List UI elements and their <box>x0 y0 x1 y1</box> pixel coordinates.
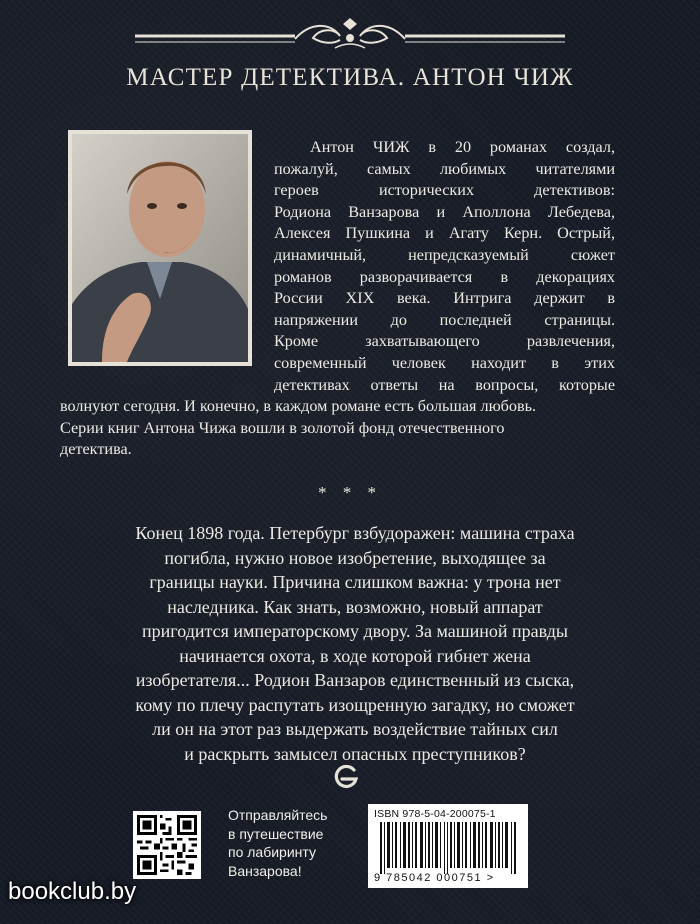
qr-code[interactable] <box>133 811 201 879</box>
isbn-label: ISBN 978-5-04-200075-1 <box>374 808 496 820</box>
bio-line: детективах ответы на вопросы, которые <box>274 375 615 394</box>
synopsis-line: пригодится императорскому двору. За машиной правды <box>142 621 568 641</box>
promo-line: в путешествие <box>228 825 324 842</box>
bio-line: Родиона Ванзарова и Аполлона Лебедева, <box>274 202 615 221</box>
bio-line: Алексея Пушкина и Агату Керн. Острый, <box>274 224 615 243</box>
bio-line: современный человек находит в этих <box>274 353 615 372</box>
synopsis-line: изобретателя... Родион Ванзаров единственный из сыска, <box>135 670 575 690</box>
watermark: bookclub.by <box>8 878 137 905</box>
bio-line: напряжении до последней страницы. <box>274 310 615 329</box>
bio-line: пожалуй, самых любимых читателями <box>274 159 615 178</box>
barcode-digits: 9 785042 000751 > <box>374 872 495 884</box>
bio-line: динамичный, непредсказуемый сюжет <box>274 245 615 264</box>
bio-line: Антон ЧИЖ в 20 романах создал, <box>310 138 615 156</box>
synopsis-line: границы науки. Причина слишком важна: у трона нет <box>149 572 561 592</box>
bio-line: Кроме захватывающего развлечения, <box>274 332 615 351</box>
synopsis-line: начинается охота, в ходе которой гибнет жена <box>179 645 531 666</box>
section-separator: * * * <box>318 483 382 502</box>
synopsis-line: кому по плечу распутать изощренную загадку, но сможет <box>135 694 575 715</box>
promo-line: по лабиринту <box>228 844 316 860</box>
series-title: МАСТЕР ДЕТЕКТИВА. АНТОН ЧИЖ <box>126 64 574 91</box>
bio-line: волнуют сегодня. И конечно, в каждом романе есть большая любовь. <box>60 397 537 416</box>
bio-line: Серии книг Антона Чижа вошли в золотой фонд отечественного <box>60 418 505 437</box>
synopsis-line: погибла, нужно новое изобретение, выходящее за <box>164 547 546 568</box>
promo-line: Отправляйтесь <box>228 807 328 823</box>
bio-line: героев исторических детективов: <box>274 181 615 200</box>
barcode-bars <box>374 822 522 874</box>
promo-text <box>228 806 327 880</box>
book-synopsis <box>95 521 615 766</box>
synopsis-line: Конец 1898 года. Петербург взбудоражен: машина страха <box>135 523 575 543</box>
bio-line: детектива. <box>60 440 132 459</box>
ornament-divider <box>135 14 565 54</box>
publisher-logo-icon <box>332 762 360 790</box>
synopsis-line: ли он на этот раз выдержать воздействие тайных сил <box>152 719 558 739</box>
bio-line: романов разворачивается в декорациях <box>274 267 615 286</box>
promo-line: Ванзарова! <box>228 862 302 879</box>
author-bio <box>60 137 615 461</box>
barcode <box>368 804 528 888</box>
synopsis-line: наследника. Как знать, возможно, новый аппарат <box>167 596 543 617</box>
synopsis-line: и раскрыть замысел опасных преступников? <box>184 743 526 764</box>
bio-line: России XIX века. Интрига держит в <box>274 289 615 308</box>
